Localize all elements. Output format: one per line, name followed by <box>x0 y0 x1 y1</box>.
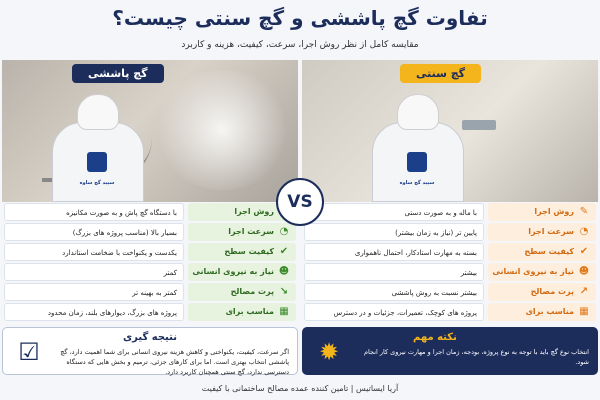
row-value: با دستگاه گچ پاش و به صورت مکانیزه <box>4 203 184 221</box>
row-value: کمتر به بهینه تر <box>4 283 184 301</box>
worker-illustration <box>42 82 152 202</box>
shield-check-icon: ✔ <box>279 246 289 257</box>
row-value: بیشتر نسبت به روش پاششی <box>304 283 484 301</box>
page-title: تفاوت گچ پاششی و گچ سنتی چیست؟ <box>112 6 488 30</box>
row-label: روش اجرا <box>534 207 574 216</box>
row-value: پروژه های کوچک، تعمیرات، جزئیات و در دسترس <box>304 303 484 321</box>
comparison-row <box>2 303 298 322</box>
comparison-row <box>302 203 598 222</box>
row-label: روش اجرا <box>234 207 274 216</box>
comparison-row <box>302 243 598 262</box>
shield-check-icon: ✔ <box>579 246 589 257</box>
row-label: سرعت اجرا <box>228 227 274 236</box>
speedometer-icon: ◔ <box>279 226 289 237</box>
row-value: بسیار بالا (مناسب پروژه های بزرگ) <box>4 223 184 241</box>
row-label: مناسب برای <box>525 307 574 316</box>
comparison-row <box>302 303 598 322</box>
building-icon: ▦ <box>279 306 289 317</box>
tip-box <box>302 327 598 375</box>
spray-plaster-panel <box>2 60 298 202</box>
chart-up-icon: ↗ <box>579 286 589 297</box>
row-label: کیفیت سطح <box>224 247 274 256</box>
row-value: بیشتر <box>304 263 484 281</box>
row-value: کمتر <box>4 263 184 281</box>
comparison-row <box>2 263 298 282</box>
brand-logo-icon <box>407 152 427 172</box>
brand-logo-icon <box>87 152 107 172</box>
comparison-row <box>302 223 598 242</box>
spray-plaster-label: گچ پاششی <box>72 64 164 83</box>
spray-comparison-table <box>2 203 298 323</box>
spray-cloud <box>152 70 292 190</box>
row-label: سرعت اجرا <box>528 227 574 236</box>
row-value: پایین تر (نیاز به زمان بیشتر) <box>304 223 484 241</box>
comparison-row <box>2 283 298 302</box>
traditional-plaster-panel <box>302 60 598 202</box>
lightbulb-icon: ✹ <box>318 338 340 366</box>
worker-badge: سپید گچ ساوه <box>399 180 435 186</box>
page-subtitle: مقایسه کامل از نظر روش اجرا، سرعت، کیفیت، هزینه و کاربرد <box>181 40 419 50</box>
row-label: پرت مصالح <box>230 287 274 296</box>
tip-text: انتخاب نوع گچ باید با توجه به نوع پروژه، بودجه، زمان اجرا و مهارت نیروی کار انجام شود. <box>364 348 589 366</box>
footer: آریا ایساتیس | تامین کننده عمده مصالح ساختمانی با کیفیت <box>201 384 399 393</box>
row-label: پرت مصالح <box>530 287 574 296</box>
row-label: کیفیت سطح <box>524 247 574 256</box>
row-label: نیاز به نیروی انسانی <box>492 267 574 276</box>
vs-badge: VS <box>276 178 324 226</box>
conclusion-box <box>2 327 298 375</box>
traditional-comparison-table <box>302 203 598 323</box>
trowel-icon: ✎ <box>579 206 589 217</box>
comparison-row <box>2 223 298 242</box>
worker-illustration <box>362 82 472 202</box>
tip-title: نکته مهم <box>413 332 457 343</box>
comparison-row <box>302 283 598 302</box>
worker-badge: سپید گچ ساوه <box>79 180 115 186</box>
checklist-icon: ☑ <box>18 338 40 366</box>
chart-down-icon: ↘ <box>279 286 289 297</box>
row-value: پروژه های بزرگ، دیوارهای بلند، زمان محدود <box>4 303 184 321</box>
row-value: با ماله و به صورت دستی <box>304 203 484 221</box>
workers-icon: ☻ <box>578 266 590 277</box>
traditional-plaster-label: گچ سنتی <box>400 64 481 83</box>
comparison-row <box>2 243 298 262</box>
row-value: یکدست و یکنواخت با ضخامت استاندارد <box>4 243 184 261</box>
comparison-row <box>2 203 298 222</box>
workers-icon: ☻ <box>278 266 290 277</box>
comparison-row <box>302 263 598 282</box>
building-icon: ▦ <box>579 306 589 317</box>
row-label: مناسب برای <box>225 307 274 316</box>
row-label: نیاز به نیروی انسانی <box>192 267 274 276</box>
conclusion-title: نتیجه گیری <box>123 332 177 343</box>
conclusion-text: اگر سرعت، کیفیت، یکنواختی و کاهش هزینه نیروی انسانی برای شما اهمیت دارد، گچ پاششی انتخاب بهتری است. اما برای کارهای جزئی، ترمیم و بخش هایی که دستگاه دسترسی ندارد، گچ سنتی همچنان کاربرد دارد. <box>60 348 289 376</box>
row-value: بسته به مهارت استادکار، احتمال ناهمواری <box>304 243 484 261</box>
speedometer-icon: ◔ <box>579 226 589 237</box>
header <box>0 0 600 62</box>
